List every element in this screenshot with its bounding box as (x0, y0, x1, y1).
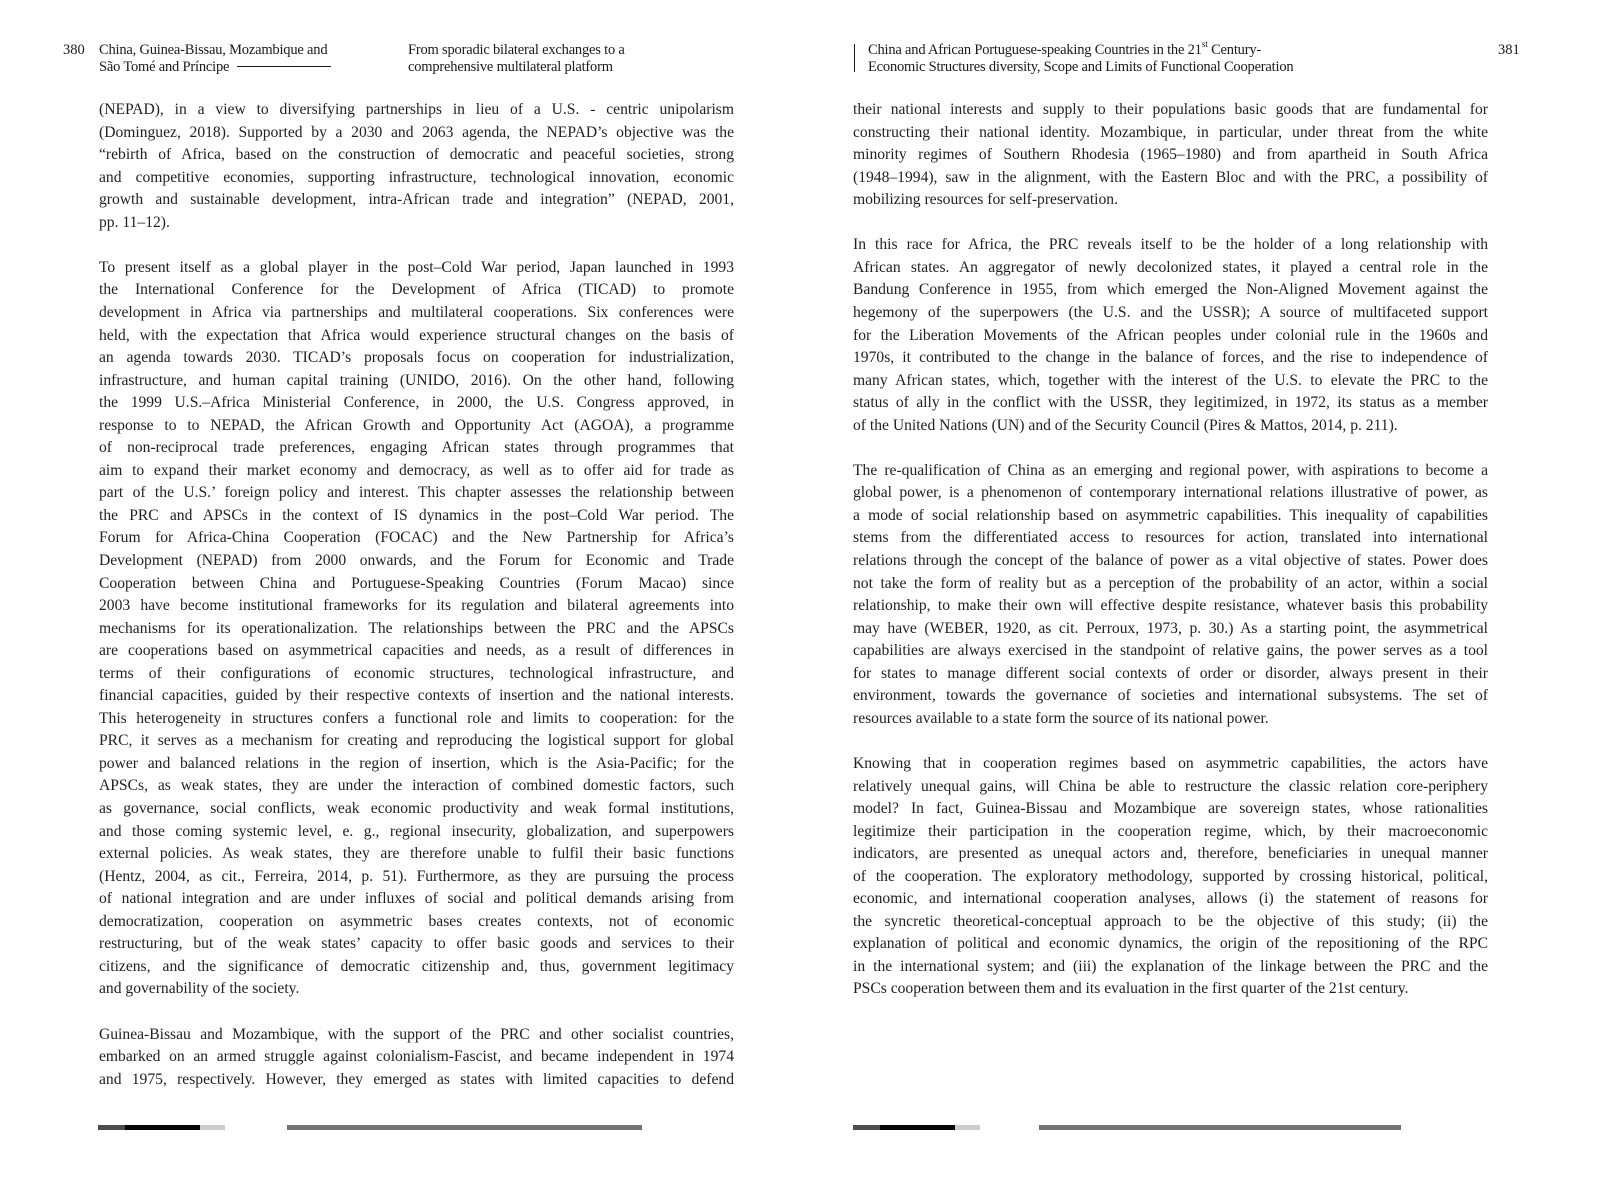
paragraph (853, 99, 1488, 212)
text-line: legitimize their participation in the cooperation regime, which, by their macroeconomic (853, 822, 1488, 840)
text-line: PRC, it serves as a mechanism for creating and reproducing the logistical support for global (99, 732, 734, 750)
chapter-title-line-1: China, Guinea-Bissau, Mozambique and (99, 42, 328, 58)
text-line: aim to expand their market economy and democracy, as well as to offer aid for trade as (99, 461, 734, 479)
text-line: relatively unequal gains, will China be able to restructure the classic relation core-periphery (853, 777, 1488, 795)
text-line: Bandung Conference in 1955, from which emerged the Non-Aligned Movement against the (853, 281, 1488, 299)
text-line: and competitive economies, supporting infrastructure, technological innovation, economic (99, 168, 734, 186)
text-line: for the Liberation Movements of the African peoples under colonial rule in the 1960s and (853, 326, 1488, 344)
chapter-title-line-2: Economic Structures diversity, Scope and Limits of Functional Cooperation (868, 58, 1294, 75)
text-line: minority regimes of Southern Rhodesia (1965–1980) and from apartheid in South Africa (853, 146, 1488, 164)
section-title-line-1: From sporadic bilateral exchanges to a (408, 42, 625, 58)
text-line: (Hentz, 2004, as cit., Ferreira, 2014, p. 51). Furthermore, as they are pursuing the process (99, 867, 734, 885)
text-line: relationship, to make their own will effective despite resistance, whatever basis this probability (853, 597, 1488, 615)
text-line: This heterogeneity in structures confers a functional role and limits to cooperation: for the (99, 709, 734, 727)
text-line: and those coming systemic level, e. g., regional insecurity, globalization, and superpowers (99, 822, 734, 840)
footer-bar-rule (1039, 1125, 1401, 1130)
text-line: Knowing that in cooperation regimes based on asymmetric capabilities, the actors have (853, 755, 1488, 772)
text-line: (NEPAD), in a view to diversifying partnerships in lieu of a U.S. - centric unipolarism (99, 101, 734, 118)
text-line: not take the form of reality but as a perception of the probability of an actor, within a social (853, 574, 1488, 592)
text-line: the PRC and APSCs in the context of IS dynamics in the post–Cold War period. The (99, 506, 734, 524)
text-line: of the cooperation. The exploratory methodology, supported by crossing historical, political, (853, 867, 1488, 885)
paragraph (99, 1024, 734, 1092)
chapter-title-text: China and African Portuguese-speaking Countries in the 21 (868, 42, 1202, 58)
header-vertical-rule (854, 44, 855, 72)
text-line: model? In fact, Guinea-Bissau and Mozambique are sovereign states, whose rationalities (853, 800, 1488, 818)
footer-bar-segment-dark (98, 1125, 125, 1130)
chapter-title-line-2 (99, 59, 359, 76)
body-text-column (853, 99, 1488, 1024)
text-line: “rebirth of Africa, based on the construction of democratic and peaceful societies, strong (99, 146, 734, 164)
text-line: Forum for Africa-China Cooperation (FOCAC) and the New Partnership for Africa’s (99, 529, 734, 547)
chapter-title-suffix: Century- (1207, 42, 1262, 58)
text-line: relations through the concept of the balance of power as a vital objective of states. Power does (853, 552, 1488, 570)
text-line: Cooperation between China and Portuguese-Speaking Countries (Forum Macao) since (99, 574, 734, 592)
page-number: 381 (1498, 42, 1520, 58)
text-line: global power, is a phenomenon of contemporary international relations illustrative of power, as (853, 484, 1488, 502)
text-line: PSCs cooperation between them and its evaluation in the first quarter of the 21st century. (853, 980, 1409, 998)
text-line: resources available to a state form the source of its national power. (853, 709, 1269, 727)
body-text-column (99, 99, 734, 1114)
text-line: explanation of political and economic dynamics, the origin of the repositioning of the RPC (853, 935, 1488, 953)
footer-bar-segment-light (955, 1125, 980, 1130)
text-line: Development (NEPAD) from 2000 onwards, and the Forum for Economic and Trade (99, 551, 734, 569)
text-line: the syncretic theoretical-conceptual approach to be the objective of this study; (ii) the (853, 912, 1488, 930)
running-header-section (408, 42, 708, 75)
text-line: are cooperations based on asymmetrical capacities and needs, as a result of differences in (99, 642, 734, 660)
text-line: (1948–1994), saw in the alignment, with the Eastern Bloc and with the PRC, a possibility of (853, 168, 1488, 186)
text-line: the International Conference for the Development of Africa (TICAD) to promote (99, 281, 734, 299)
text-line: power and balanced relations in the region of insertion, which is the Asia-Pacific; for the (99, 754, 734, 772)
text-line: mechanisms for its operationalization. The relationships between the PRC and the APSCs (99, 619, 734, 637)
footer-bar-segment-dark (853, 1125, 880, 1130)
chapter-title-line-1 (868, 42, 1428, 59)
text-line: external policies. As weak states, they are therefore unable to fulfil their basic functions (99, 845, 734, 863)
text-line: (Dominguez, 2018). Supported by a 2030 and 2063 agenda, the NEPAD’s objective was the (99, 123, 734, 141)
text-line: response to to NEPAD, the African Growth and Opportunity Act (AGOA), a programme (99, 416, 734, 434)
text-line: indicators, are presented as unequal actors and, therefore, beneficiaries in unequal manner (853, 845, 1488, 863)
text-line: In this race for Africa, the PRC reveals itself to be the holder of a long relationship with (853, 236, 1488, 254)
text-line: environment, towards the governance of societies and international subsystems. The set of (853, 687, 1488, 705)
text-line: restructuring, but of the weak states’ capacity to offer basic goods and services to their (99, 935, 734, 953)
text-line: status of ally in the conflict with the USSR, they legitimized, in 1972, its status as a member (853, 394, 1488, 412)
text-line: and governability of the society. (99, 980, 300, 998)
text-line: an agenda towards 2030. TICAD’s proposals focus on cooperation for industrialization, (99, 349, 734, 367)
running-header-chapter (868, 42, 1428, 75)
paragraph (99, 99, 734, 234)
text-line: 1970s, it contributed to the change in the balance of forces, and the rise to independence of (853, 349, 1488, 367)
text-line: pp. 11–12). (99, 213, 170, 231)
header-rule (237, 66, 331, 67)
text-line: for states to manage different social contexts of order or disorder, always present in their (853, 664, 1488, 682)
text-line: The re-qualification of China as an emerging and regional power, with aspirations to become a (853, 461, 1488, 479)
text-line: their national interests and supply to their populations basic goods that are fundamental for (853, 101, 1488, 118)
text-line: African states. An aggregator of newly decolonized states, it played a central role in the (853, 258, 1488, 276)
footer-bar-segment-black (880, 1125, 955, 1130)
text-line: stems from the differentiated access to resources for action, translated into international (853, 529, 1488, 547)
paragraph (853, 234, 1488, 437)
text-line: constructing their national identity. Mozambique, in particular, under threat from the white (853, 123, 1488, 141)
paragraph (99, 257, 734, 1001)
text-line: financial capacities, guided by their respective contexts of insertion and the national interests. (99, 687, 734, 705)
text-line: To present itself as a global player in the post–Cold War period, Japan launched in 1993 (99, 258, 734, 276)
text-line: the 1999 U.S.–Africa Ministerial Conference, in 2000, the U.S. Congress approved, in (99, 394, 734, 412)
text-line: of the United Nations (UN) and of the Security Council (Pires & Mattos, 2014, p. 211). (853, 416, 1398, 434)
text-line: and 1975, respectively. However, they emerged as states with limited capacities to defend (99, 1070, 734, 1088)
text-line: may have (WEBER, 1920, as cit. Perroux, 1973, p. 30.) As a starting point, the asymmetrical (853, 619, 1488, 637)
text-line: citizens, and the significance of democratic citizenship and, thus, government legitimacy (99, 957, 734, 975)
text-line: APSCs, as weak states, they are under the interaction of combined domestic factors, such (99, 777, 734, 795)
footer-bar-segment-black (125, 1125, 200, 1130)
text-line: terms of their configurations of economic structures, technological infrastructure, and (99, 664, 734, 682)
text-line: embarked on an armed struggle against colonialism-Fascist, and became independent in 1974 (99, 1048, 734, 1066)
footer-bar-segment-light (200, 1125, 225, 1130)
section-title-line-2: comprehensive multilateral platform (408, 58, 613, 75)
text-line: as governance, social conflicts, weak economic productivity and weak formal institutions, (99, 800, 734, 817)
text-line: capabilities are always exercised in the standpoint of relative gains, the power serves as a tool (853, 642, 1488, 660)
text-line: of national integration and are under influxes of social and political demands arising from (99, 890, 734, 908)
chapter-title-line-2-text: São Tomé and Príncipe (99, 58, 230, 75)
paragraph (853, 460, 1488, 731)
text-line: Guinea-Bissau and Mozambique, with the support of the PRC and other socialist countries, (99, 1025, 734, 1043)
text-line: infrastructure, and human capital training (UNIDO, 2016). On the other hand, following (99, 371, 734, 389)
text-line: 2003 have become institutional frameworks for its regulation and bilateral agreements into (99, 597, 734, 615)
text-line: part of the U.S.’ foreign policy and interest. This chapter assesses the relationship between (99, 484, 734, 502)
text-line: democratization, cooperation on asymmetric bases creates contexts, not of economic (99, 912, 734, 930)
footer-bar-rule (287, 1125, 642, 1130)
text-line: growth and sustainable development, intra-African trade and integration” (NEPAD, 2001, (99, 191, 734, 209)
ordinal-superscript: st (1201, 40, 1208, 51)
paragraph (853, 753, 1488, 1001)
text-line: development in Africa via partnerships and multilateral cooperations. Six conferences were (99, 303, 734, 321)
text-line: of non-reciprocal trade preferences, engaging African states through programmes that (99, 439, 734, 457)
text-line: a mode of social relationship based on asymmetric capabilities. This inequality of capabilities (853, 506, 1488, 524)
text-line: economic, and international cooperation analyses, allows (i) the statement of reasons for (853, 890, 1488, 908)
page-number: 380 (63, 42, 85, 58)
text-line: hegemony of the superpowers (the U.S. and the USSR); A source of multifaceted support (853, 303, 1488, 321)
right-page (800, 0, 1600, 1200)
text-line: many African states, which, together with the interest of the U.S. to elevate the PRC to the (853, 371, 1488, 389)
running-header-chapter (99, 42, 359, 75)
text-line: in the international system; and (iii) the explanation of the linkage between the PRC and the (853, 957, 1488, 975)
text-line: held, with the expectation that Africa would experience structural changes on the basis of (99, 326, 734, 344)
text-line: mobilizing resources for self-preservation. (853, 191, 1119, 209)
